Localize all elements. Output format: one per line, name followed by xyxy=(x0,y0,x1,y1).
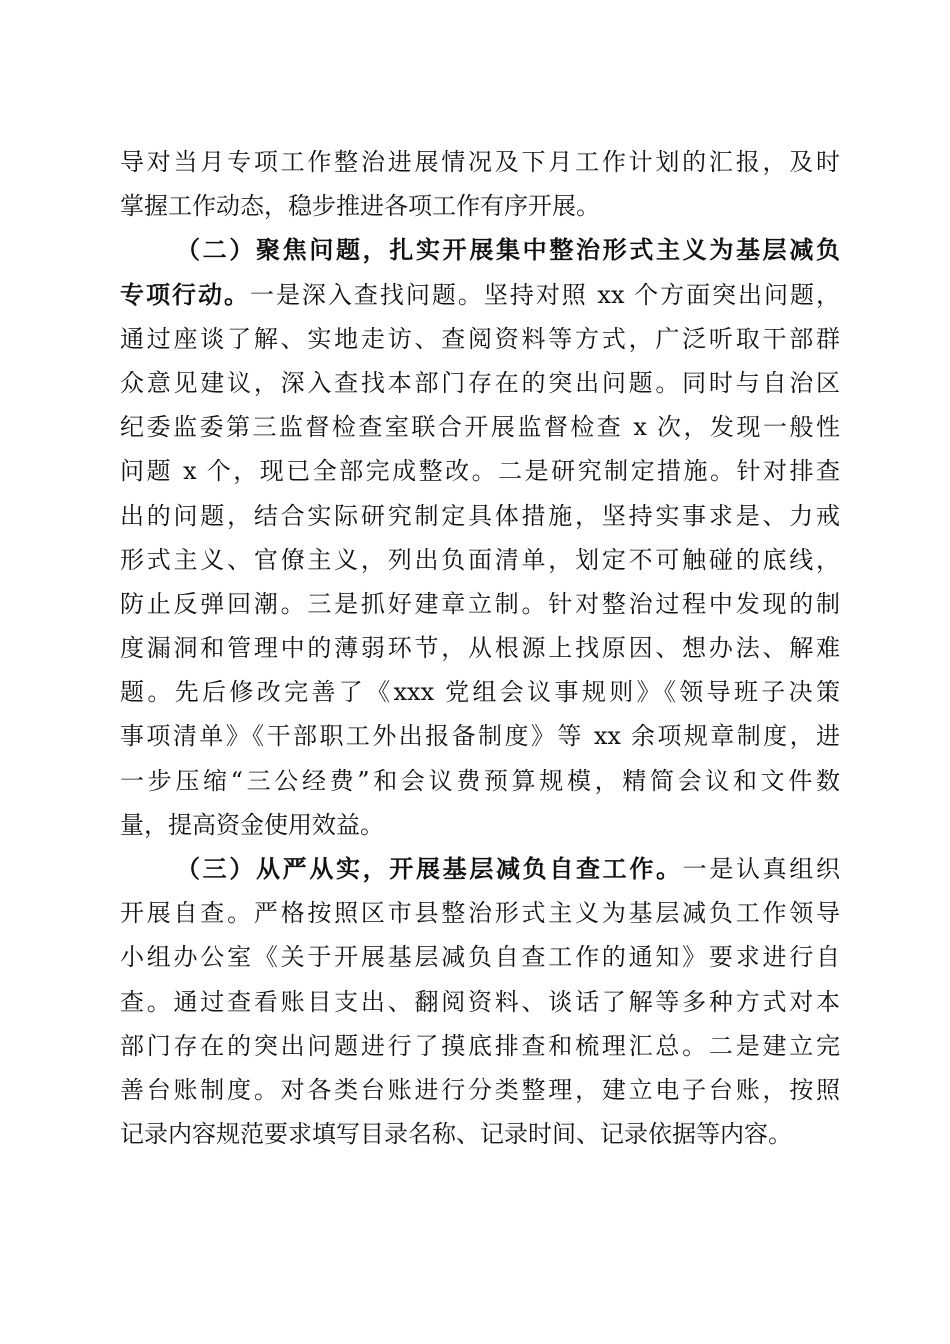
section-heading: （三）从严从实，开展基层减负自查工作。 xyxy=(176,854,683,883)
text-segment: 部门存在的突出问题进行了摸底排查和梳理汇总。二是建立完 xyxy=(120,1031,840,1060)
text-line xyxy=(120,317,840,361)
text-line xyxy=(120,361,840,405)
text-line xyxy=(120,891,840,935)
text-line xyxy=(120,184,840,228)
section-heading-line xyxy=(120,228,840,272)
text-segment: 量，提高资金使用效益。 xyxy=(120,810,384,839)
text-line xyxy=(120,538,840,582)
text-line xyxy=(120,626,840,670)
section-heading-tail: 专项行动。 xyxy=(120,279,250,309)
paragraph-section-2 xyxy=(120,228,840,847)
text-line xyxy=(120,494,840,538)
text-segment: 题。先后修改完善了《xxx 党组会议事规则》《领导班子决策 xyxy=(120,678,840,707)
text-segment: 度漏洞和管理中的薄弱环节，从根源上找原因、想办法、解难 xyxy=(120,634,840,663)
text-segment: 开展自查。严格按照区市县整治形式主义为基层减负工作领导 xyxy=(120,899,840,928)
text-segment: 小组办公室《关于开展基层减负自查工作的通知》要求进行自 xyxy=(120,943,840,972)
text-line xyxy=(120,405,840,449)
text-segment: 掌握工作动态，稳步推进各项工作有序开展。 xyxy=(120,192,600,221)
text-line xyxy=(120,670,840,714)
text-segment: 一步压缩“三公经费”和会议费预算规模，精简会议和文件数 xyxy=(120,766,840,795)
paragraph-continuation xyxy=(120,140,840,228)
text-segment: 一是深入查找问题。坚持对照 xx 个方面突出问题， xyxy=(249,280,841,309)
text-line xyxy=(120,273,840,317)
text-segment: 纪委监委第三监督检查室联合开展监督检查 x 次，发现一般性 xyxy=(120,413,840,442)
text-line xyxy=(120,1024,840,1068)
text-segment: 通过座谈了解、实地走访、查阅资料等方式，广泛听取干部群 xyxy=(120,324,840,353)
text-segment: 一是认真组织 xyxy=(682,855,841,883)
text-line xyxy=(120,449,840,493)
text-segment: 善台账制度。对各类台账进行分类整理，建立电子台账，按照 xyxy=(120,1075,840,1104)
text-line xyxy=(120,582,840,626)
text-segment: 事项清单》《干部职工外出报备制度》等 xx 余项规章制度，进 xyxy=(120,722,840,751)
paragraph-section-3 xyxy=(120,847,840,1156)
text-segment: 问题 x 个，现已全部完成整改。二是研究制定措施。针对排查 xyxy=(120,457,840,486)
text-line xyxy=(120,759,840,803)
text-segment: 出的问题，结合实际研究制定具体措施，坚持实事求是、力戒 xyxy=(120,501,840,530)
text-segment: 导对当月专项工作整治进展情况及下月工作计划的汇报，及时 xyxy=(120,148,840,176)
text-line xyxy=(120,935,840,979)
text-line xyxy=(120,803,840,847)
document-body xyxy=(120,140,840,1156)
text-segment: 形式主义、官僚主义，列出负面清单，划定不可触碰的底线， xyxy=(120,545,840,574)
section-heading-line xyxy=(120,847,840,891)
text-segment: 众意见建议，深入查找本部门存在的突出问题。同时与自治区 xyxy=(120,368,840,397)
text-segment: 记录内容规范要求填写目录名称、记录时间、记录依据等内容。 xyxy=(120,1120,792,1149)
text-line xyxy=(120,1068,840,1112)
section-heading: （二）聚焦问题，扎实开展集中整治形式主义为基层减负 xyxy=(176,235,840,265)
text-segment: 防止反弹回潮。三是抓好建章立制。针对整治过程中发现的制 xyxy=(120,589,840,618)
text-line xyxy=(120,1112,840,1156)
text-segment: 查。通过查看账目支出、翻阅资料、谈话了解等多种方式对本 xyxy=(120,987,840,1016)
text-line xyxy=(120,140,840,184)
text-line xyxy=(120,980,840,1024)
text-line xyxy=(120,714,840,758)
